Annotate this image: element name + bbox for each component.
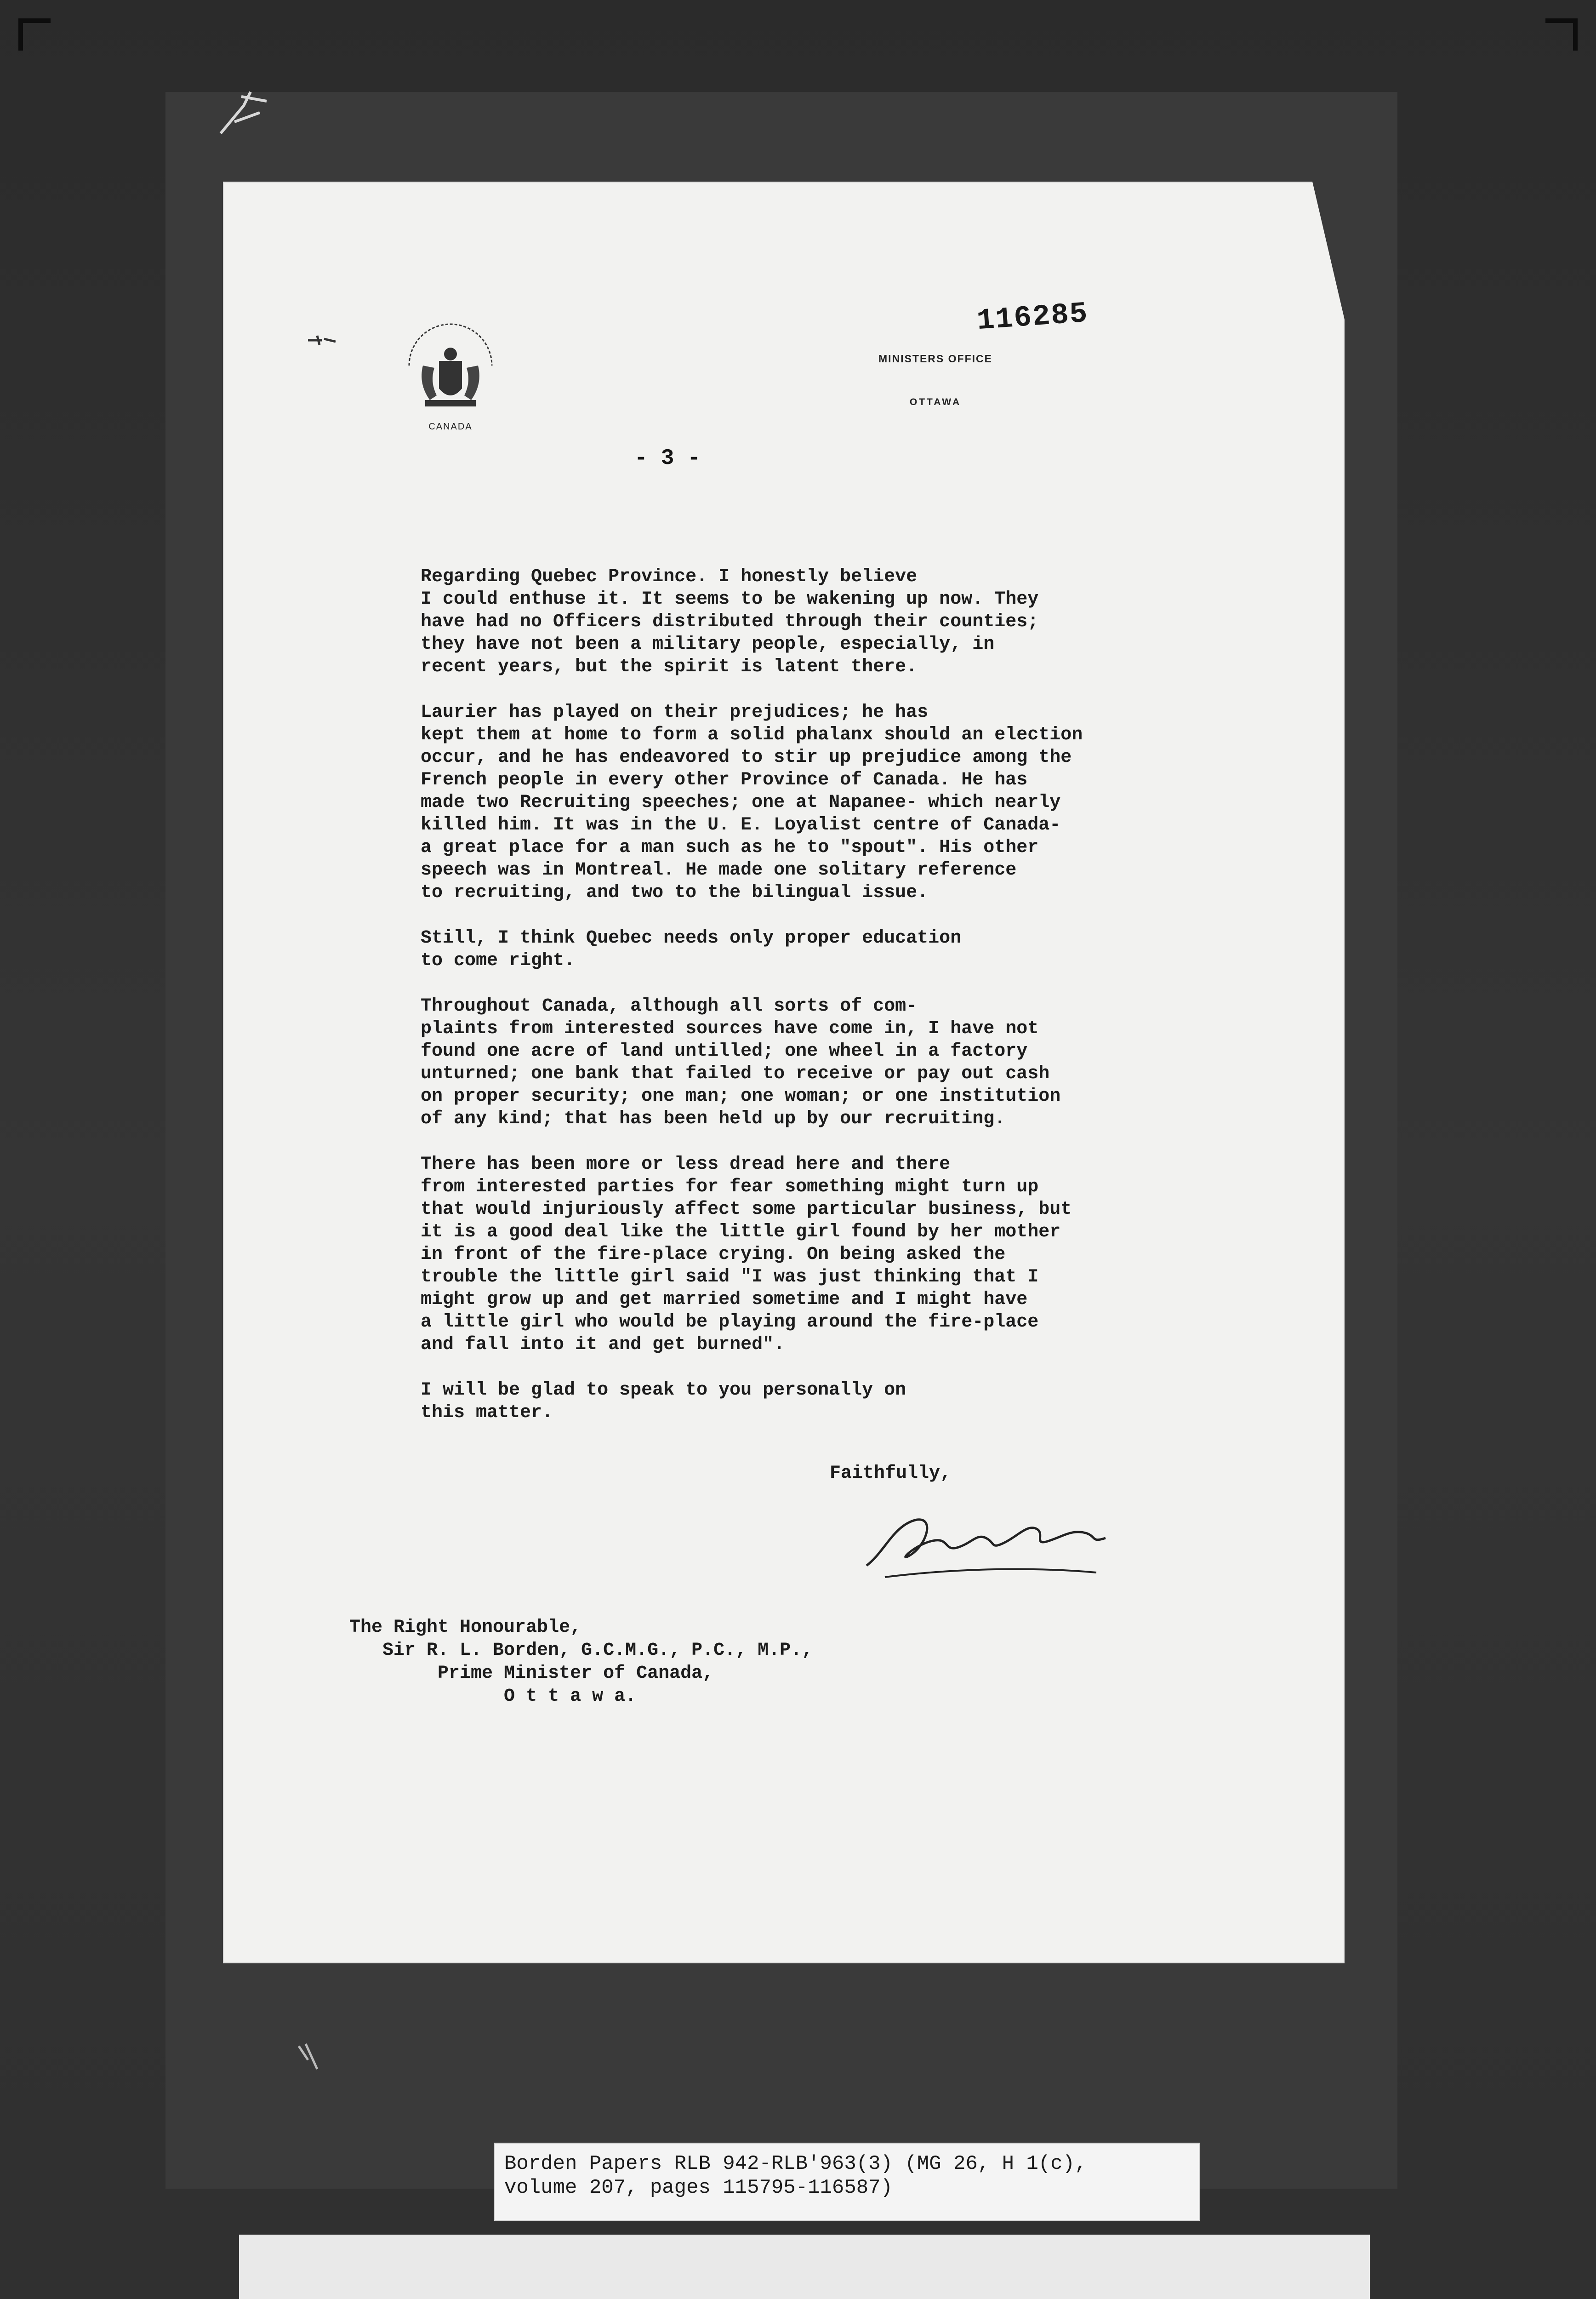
scratch-mark <box>294 2042 322 2074</box>
frame-corner-mark <box>18 18 51 51</box>
caption-line: volume 207, pages 115795-116587) <box>504 2176 893 2199</box>
crest-caption: CANADA <box>428 422 473 432</box>
address-line: Sir R. L. Borden, G.C.M.G., P.C., M.P., <box>349 1640 813 1661</box>
scratch-mark <box>216 87 271 138</box>
recipient-address <box>349 1616 1177 1708</box>
paragraph: Regarding Quebec Province. I honestly believe I could enthuse it. It seems to be wakening up now. They have had no Officers distributed through their counties; they have not been a military people, especially, in recent years, but the spirit is latent there. <box>421 566 1039 677</box>
paragraph: Laurier has played on their prejudices; he has kept them at home to form a solid phalanx should an election occur, and he has endeavored to stir up prejudice among the French people in every other Province of Canada. He has made two Recruiting speeches; one at Napanee- which nearly killed him. It was in the U. E. Loyalist centre of Canada- a great place for a man such as he to "spout". His other speech was in Montreal. He made one solitary reference to recruiting, and two to the bilingual issue. <box>421 702 1083 903</box>
collection-caption-label <box>494 2143 1200 2221</box>
address-line: The Right Honourable, <box>349 1617 581 1638</box>
document-number: 116285 <box>975 297 1089 338</box>
pen-mark <box>306 333 338 347</box>
letterhead-city: OTTAWA <box>909 397 962 407</box>
archives-plate <box>239 2235 1370 2299</box>
coat-of-arms-icon <box>391 315 510 430</box>
letter-body <box>421 566 1285 1447</box>
paragraph: Throughout Canada, although all sorts of com- plaints from interested sources have come in, I have not found one acre of land untilled; one wheel in a factory unturned; one bank that failed to receive or pay out cash on proper security; one man; one woman; or one institution of any kind; that has been held up by our recruiting. <box>421 996 1061 1129</box>
frame-corner-mark <box>1545 18 1578 51</box>
paragraph: Still, I think Quebec needs only proper education to come right. <box>421 928 962 971</box>
handwritten-signature <box>857 1497 1115 1589</box>
caption-line: Borden Papers RLB 942-RLB'963(3) (MG 26, H 1(c), <box>504 2152 1087 2175</box>
paragraph: There has been more or less dread here and there from interested parties for fear something might turn up that would injuriously affect some particular business, but it is a good deal like the little girl found by her mother in front of the fire-place crying. On being asked the trouble the little girl said "I was just thinking that I might grow up and get married sometime and I might have a little girl who would be playing around the fire-place and fall into it and get burned". <box>421 1154 1072 1355</box>
letterhead-office: MINISTERS OFFICE <box>878 353 992 365</box>
paragraph: I will be glad to speak to you personally on this matter. <box>421 1380 906 1423</box>
letter-page <box>223 182 1345 1963</box>
page-fold <box>1312 182 1345 320</box>
address-line: Prime Minister of Canada, <box>349 1663 714 1684</box>
closing-salutation: Faithfully, <box>830 1463 952 1484</box>
page-number: - 3 - <box>634 446 701 471</box>
address-line: O t t a w a. <box>349 1686 637 1707</box>
